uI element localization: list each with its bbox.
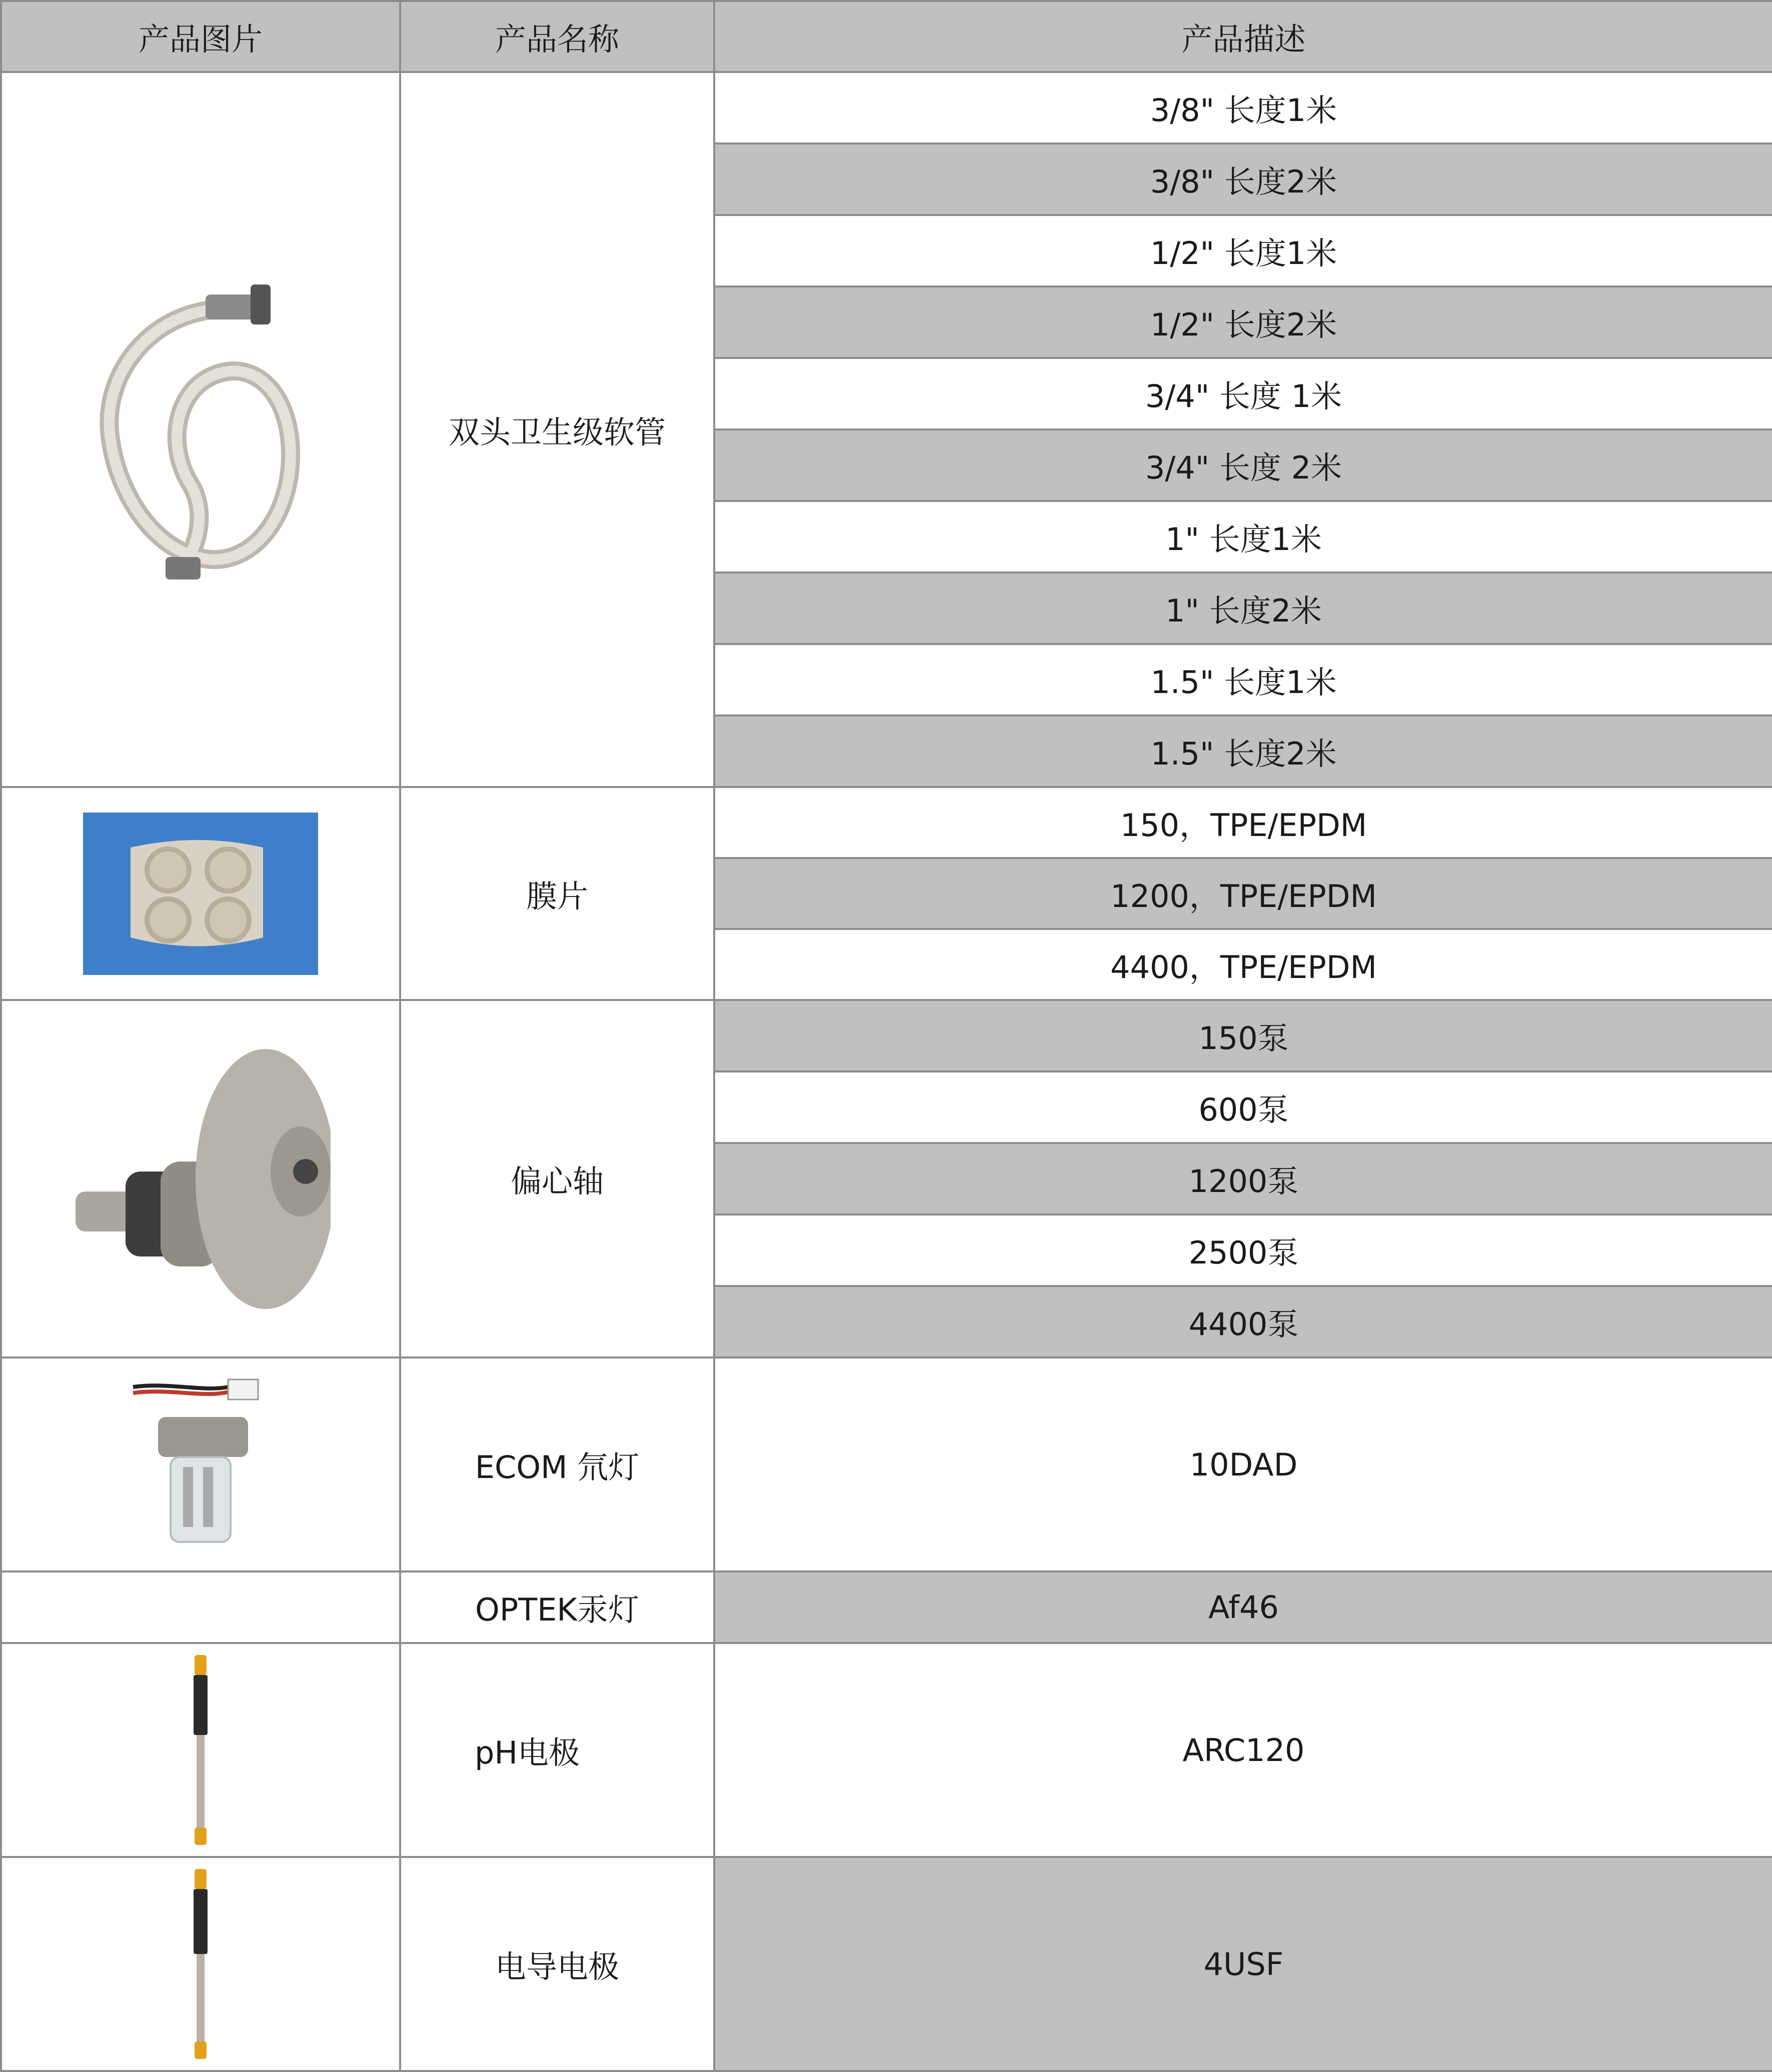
product-name: ECOM 氘灯	[400, 1358, 714, 1572]
table-row	[1, 1643, 1772, 1857]
description-cell: 1.5" 长度1米	[714, 644, 1772, 716]
table-row	[1, 1358, 1772, 1572]
description-cell: 4USF	[714, 1857, 1772, 2071]
description-cell: 1" 长度1米	[714, 501, 1772, 572]
description-cell: 1200泵	[714, 1143, 1772, 1214]
table-row	[1, 1857, 1772, 2071]
product-image-cell	[1, 1857, 400, 2071]
description-cell: 150泵	[714, 1000, 1772, 1072]
description-cell: 3/8" 长度2米	[714, 144, 1772, 215]
product-image-cell	[1, 1000, 400, 1358]
header-name: 产品名称	[400, 1, 714, 72]
description-cell: 1/2" 长度2米	[714, 286, 1772, 358]
description-cell: 600泵	[714, 1072, 1772, 1143]
header-row	[1, 1, 1772, 72]
product-name	[400, 1643, 714, 1857]
header-description: 产品描述	[714, 1, 1772, 72]
product-name: 双头卫生级软管	[400, 72, 714, 787]
description-cell: 3/4" 长度 2米	[714, 430, 1772, 501]
description-cell: 4400，TPE/EPDM	[714, 929, 1772, 1000]
product-name-text: pH电极	[475, 1734, 580, 1771]
description-cell: 3/8" 长度1米	[714, 72, 1772, 144]
header-image: 产品图片	[1, 1, 400, 72]
conductivity-electrode-icon	[186, 1869, 216, 2059]
description-cell: ARC120	[714, 1643, 1772, 1857]
product-image-cell	[1, 787, 400, 1000]
description-cell: 1/2" 长度1米	[714, 215, 1772, 286]
deuterium-lamp-icon	[128, 1377, 273, 1552]
description-cell: 150，TPE/EPDM	[714, 787, 1772, 858]
diaphragm-icon	[83, 812, 318, 975]
product-name: 膜片	[400, 787, 714, 1000]
description-cell: 1200，TPE/EPDM	[714, 858, 1772, 929]
product-name: OPTEK汞灯	[400, 1572, 714, 1643]
table-row	[1, 1572, 1772, 1643]
product-image-cell	[1, 1358, 400, 1572]
description-cell: 1.5" 长度2米	[714, 716, 1772, 787]
description-cell: 4400泵	[714, 1286, 1772, 1358]
description-cell: 3/4" 长度 1米	[714, 358, 1772, 430]
product-name: 偏心轴	[400, 1000, 714, 1358]
table-row	[1, 787, 1772, 858]
description-cell: Af46	[714, 1572, 1772, 1643]
table-row	[1, 1000, 1772, 1072]
product-image-cell	[1, 1643, 400, 1857]
description-cell: 2500泵	[714, 1214, 1772, 1286]
description-cell: 10DAD	[714, 1358, 1772, 1572]
eccentric-shaft-icon	[71, 1046, 331, 1312]
product-image-cell	[1, 72, 400, 787]
product-image-cell-empty	[1, 1572, 400, 1643]
braided-hose-icon	[91, 274, 311, 584]
table-row	[1, 72, 1772, 144]
product-name: 电导电极	[400, 1857, 714, 2071]
ph-electrode-icon	[186, 1655, 216, 1845]
description-cell: 1" 长度2米	[714, 572, 1772, 644]
